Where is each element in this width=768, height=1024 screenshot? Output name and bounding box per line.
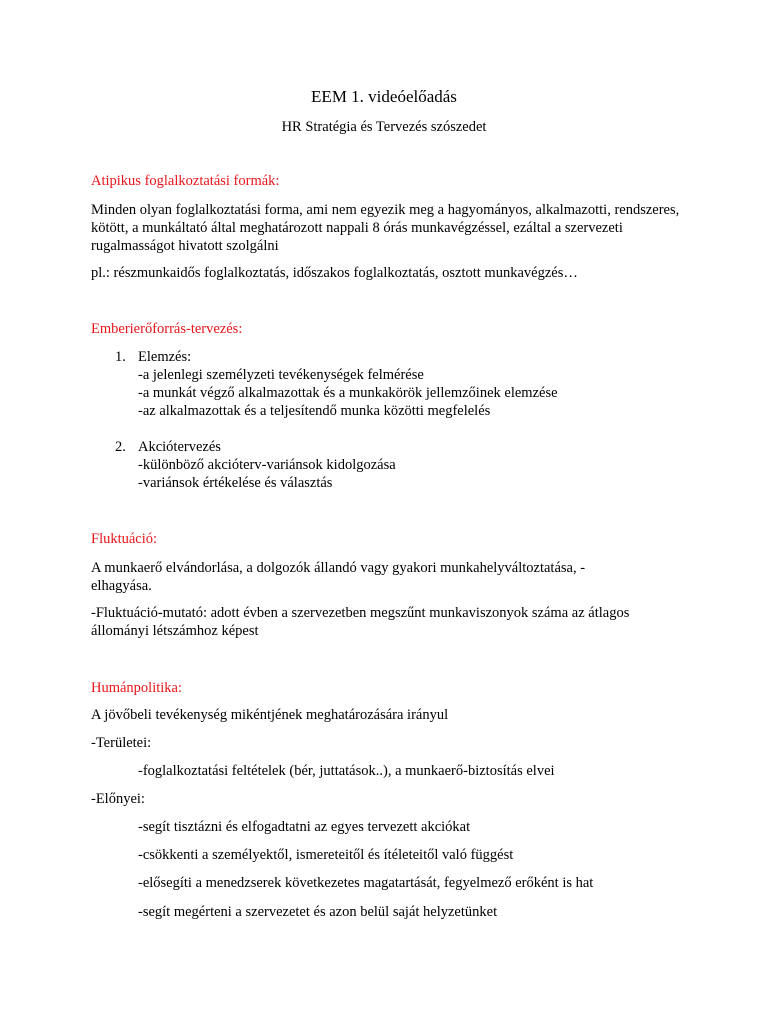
list-item-line: -a jelenlegi személyzeti tevékenységek felmérése <box>138 367 424 383</box>
atipikus-examples: pl.: részmunkaidős foglalkoztatás, időszakos foglalkoztatás, osztott munkavégzés… <box>91 265 578 281</box>
fluktuacio-definition: A munkaerő elvándorlása, a dolgozók állandó vagy gyakori munkahelyváltoztatása, -elhagyása. <box>91 560 586 594</box>
elonyei-item: -csökkenti a személyektől, ismereteitől és ítéleteitől való függést <box>138 847 514 863</box>
heading-atipikus: Atipikus foglalkoztatási formák: <box>91 173 280 189</box>
heading-fluktuacio: Fluktuáció: <box>91 531 158 547</box>
elonyei-item: -segít tisztázni és elfogadtatni az egyes tervezett akciókat <box>138 819 471 835</box>
list-item-line: -különböző akcióterv-variánsok kidolgozása <box>138 457 396 473</box>
teruletei-item: -foglalkoztatási feltételek (bér, juttatások..), a munkaerő-biztosítás elvei <box>138 763 555 779</box>
list-item-title: Akciótervezés <box>138 439 221 455</box>
list-number: 2. <box>115 439 126 455</box>
atipikus-definition: Minden olyan foglalkoztatási forma, ami nem egyezik meg a hagyományos, alkalmazotti, rendszeres, kötött, a munkáltató által meghatározott nappali 8 órás munkavégzéssel, ezáltal a szervezeti rugalmasságot hivatott szolgálni <box>91 202 680 254</box>
elonyei-item: -segít megérteni a szervezetet és azon belül saját helyzetünket <box>138 904 498 920</box>
list-item-line: -variánsok értékelése és választás <box>138 475 333 491</box>
list-item-line: -az alkalmazottak és a teljesítendő munka közötti megfelelés <box>138 403 491 419</box>
elonyei-item: -elősegíti a menedzserek következetes magatartását, fegyelmező erőként is hat <box>138 875 594 891</box>
list-item-line: -a munkát végző alkalmazottak és a munkakörök jellemzőinek elemzése <box>138 385 558 401</box>
heading-eft: Emberierőforrás-tervezés: <box>91 321 243 337</box>
list-number: 1. <box>115 349 126 365</box>
document-subtitle: HR Stratégia és Tervezés szószedet <box>281 119 487 135</box>
document-title: EEM 1. videóelőadás <box>311 87 457 106</box>
list-item-title: Elemzés: <box>138 349 192 365</box>
heading-humanpolitika: Humánpolitika: <box>91 680 183 696</box>
fluktuacio-mutato: -Fluktuáció-mutató: adott évben a szervezetben megszűnt munkaviszonyok száma az átlagos állományi létszámhoz képest <box>91 605 630 639</box>
teruletei-label: -Területei: <box>91 735 152 751</box>
elonyei-label: -Előnyei: <box>91 791 145 807</box>
humanpolitika-definition: A jövőbeli tevékenység mikéntjének meghatározására irányul <box>91 707 449 723</box>
